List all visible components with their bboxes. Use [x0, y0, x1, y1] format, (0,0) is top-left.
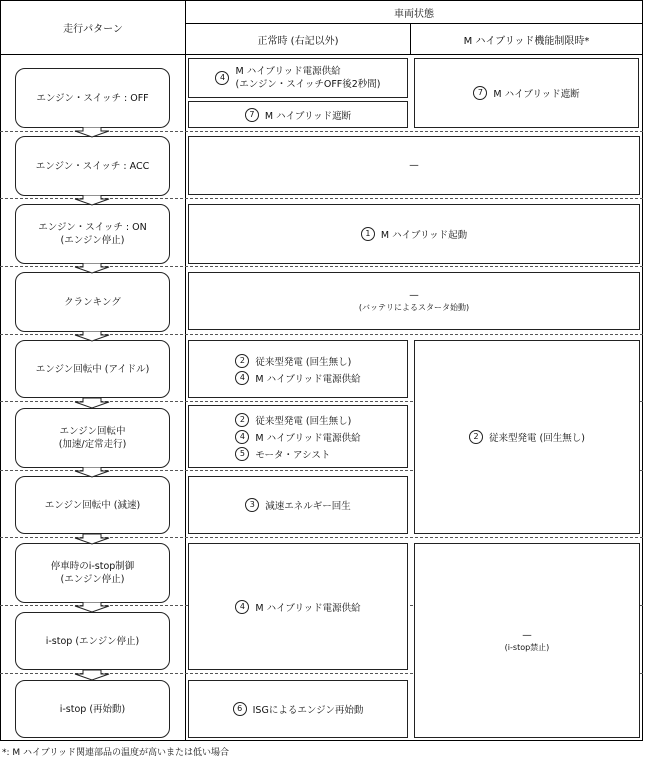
flow-arrow-down [71, 534, 113, 545]
pattern-box-on: エンジン・スイッチ : ON (エンジン停止) [15, 204, 170, 264]
footnote: *: M ハイブリッド関連部品の温度が高いまたは低い場合 [2, 748, 230, 758]
pattern-box-accel: エンジン回転中 (加速/定常走行) [15, 408, 170, 468]
flow-arrow-down [71, 467, 113, 478]
circled-number: 4 [235, 430, 249, 444]
pattern-box-istop-restart: i-stop (再始動) [15, 680, 170, 738]
flow-arrow-down [71, 195, 113, 206]
pattern-box-istop-control: 停車時のi-stop制御 (エンジン停止) [15, 543, 170, 603]
flow-arrow-down [71, 670, 113, 681]
circled-number: 4 [235, 600, 249, 614]
span-cell-acc: — [188, 136, 640, 195]
span-cell-on: 1 M ハイブリッド起動 [188, 204, 640, 264]
normal-cell-restart: 6 ISGによるエンジン再始動 [188, 680, 408, 738]
circled-number: 3 [245, 498, 259, 512]
header-pattern: 走行パターン [63, 24, 123, 35]
flow-arrow-down [71, 127, 113, 138]
limited-cell-running: 2 従来型発電 (回生無し) [414, 340, 640, 534]
pattern-box-istop-stop: i-stop (エンジン停止) [15, 612, 170, 670]
circled-number: 4 [235, 371, 249, 385]
pattern-box-cranking: クランキング [15, 272, 170, 332]
pattern-box-idle: エンジン回転中 (アイドル) [15, 340, 170, 398]
circled-number: 7 [245, 108, 259, 122]
normal-cell-off-cutoff: 7 M ハイブリッド遮断 [188, 101, 408, 128]
span-cell-cranking: — (バッテリによるスタータ始動) [188, 272, 640, 330]
circled-number: 2 [469, 430, 483, 444]
normal-cell-istop: 4 M ハイブリッド電源供給 [188, 543, 408, 670]
table-border-left [0, 0, 1, 741]
normal-cell-decel: 3 減速エネルギー回生 [188, 476, 408, 534]
table-border-bottom [0, 740, 643, 741]
limited-cell-off: 7 M ハイブリッド遮断 [414, 58, 639, 128]
circled-number: 6 [233, 702, 247, 716]
normal-cell-accel: 2 従来型発電 (回生無し) 4 M ハイブリッド電源供給 5 モータ・アシスト [188, 405, 408, 468]
flow-arrow-down [71, 263, 113, 274]
limited-cell-istop: — (i-stop禁止) [414, 543, 640, 738]
pattern-box-off: エンジン・スイッチ : OFF [15, 68, 170, 128]
header-normal: 正常時 (右記以外) [257, 35, 339, 47]
header-vehicle-state: 車両状態 [394, 8, 434, 20]
flow-arrow-down [71, 331, 113, 342]
circled-number: 2 [235, 413, 249, 427]
normal-cell-idle: 2 従来型発電 (回生無し) 4 M ハイブリッド電源供給 [188, 340, 408, 398]
circled-number: 7 [473, 86, 487, 100]
circled-number: 2 [235, 354, 249, 368]
header-divider-bottom [0, 54, 643, 55]
circled-number: 5 [235, 447, 249, 461]
circled-number: 4 [215, 71, 229, 85]
pattern-box-acc: エンジン・スイッチ : ACC [15, 136, 170, 196]
normal-cell-off-power: 4 M ハイブリッド電源供給 (エンジン・スイッチOFF後2秒間) [188, 58, 408, 98]
header-divider-col1 [185, 0, 186, 741]
table-border-right [642, 0, 643, 741]
header-limited: M ハイブリッド機能制限時* [463, 35, 590, 47]
circled-number: 1 [361, 227, 375, 241]
flow-arrow-down [71, 398, 113, 409]
flow-arrow-down [71, 602, 113, 613]
pattern-box-decel: エンジン回転中 (減速) [15, 476, 170, 534]
